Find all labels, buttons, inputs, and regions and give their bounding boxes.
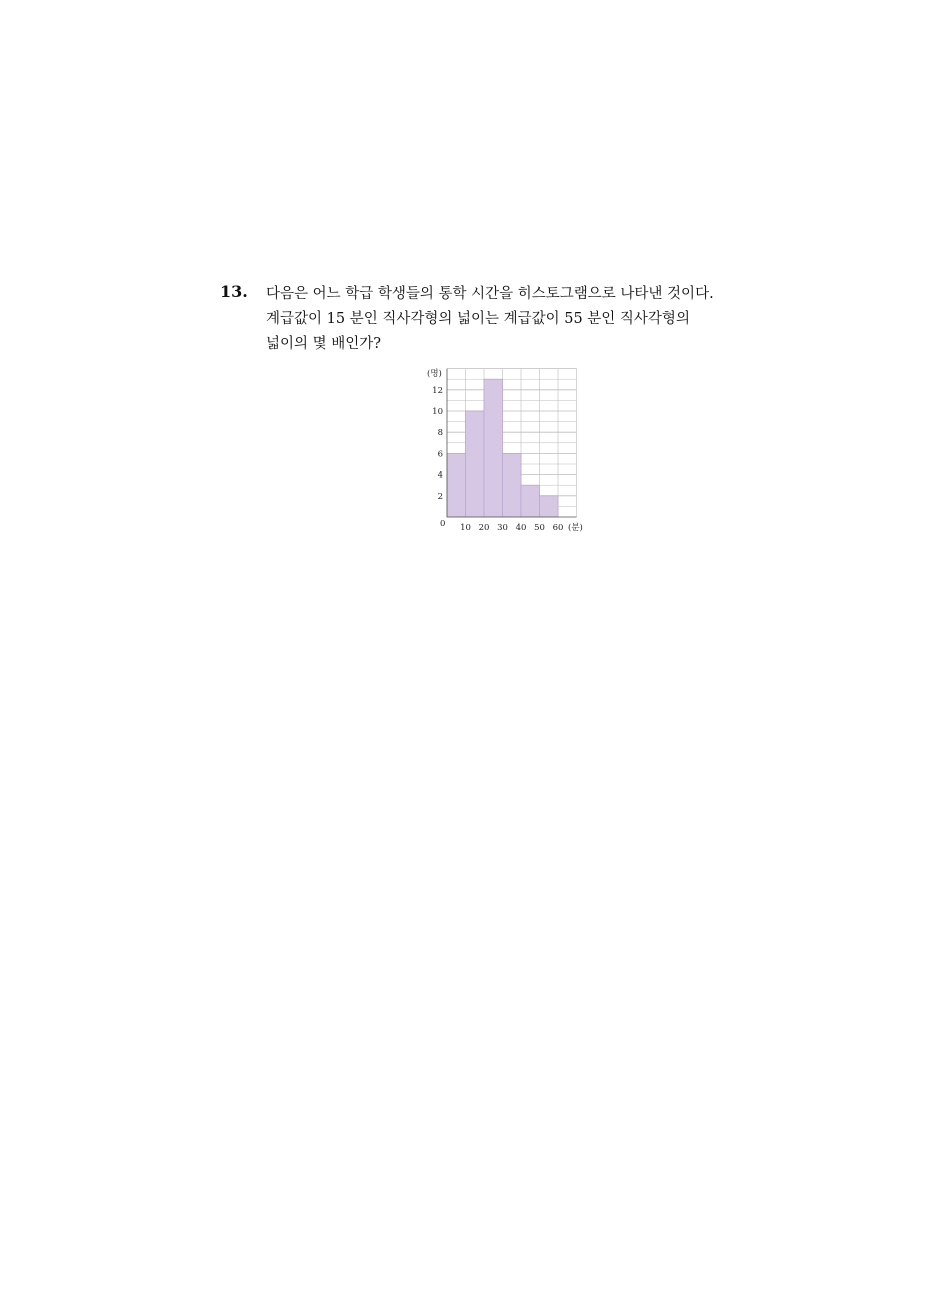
y-tick-label: 10 <box>432 407 443 417</box>
histogram-bar <box>503 453 522 517</box>
histogram-bar <box>540 496 559 517</box>
x-tick-label: 40 <box>515 523 527 533</box>
x-tick-label: 50 <box>534 523 545 533</box>
histogram-bar <box>521 485 540 517</box>
question-line-1: 다음은 어느 학급 학생들의 통학 시간을 히스토그램으로 나타낸 것이다. <box>266 286 714 302</box>
y-tick-label: 2 <box>437 491 443 502</box>
y-tick-label: 8 <box>437 428 443 439</box>
x-tick-label: 60 <box>552 523 564 533</box>
y-tick-label: 4 <box>437 470 443 481</box>
histogram-bar <box>484 379 503 517</box>
question-line-3: 넓이의 몇 배인가? <box>266 336 382 352</box>
y-axis-unit-label: (명) <box>427 369 442 379</box>
y-tick-label: 6 <box>437 449 443 460</box>
question-text <box>266 282 766 357</box>
x-tick-label: 10 <box>460 523 471 533</box>
histogram-bar <box>466 411 485 517</box>
bars <box>447 379 558 517</box>
x-tick-label: 20 <box>478 523 490 533</box>
histogram-chart <box>424 364 594 540</box>
origin-label: 0 <box>440 519 446 529</box>
histogram-bar <box>447 453 466 517</box>
problem-number: 13. <box>220 282 248 301</box>
y-tick-label: 12 <box>432 385 443 396</box>
question-line-2: 계급값이 15 분인 직사각형의 넓이는 계급값이 55 분인 직사각형의 <box>266 311 690 327</box>
x-tick-label: 30 <box>497 523 508 533</box>
x-axis-unit-label: (분) <box>568 523 583 533</box>
